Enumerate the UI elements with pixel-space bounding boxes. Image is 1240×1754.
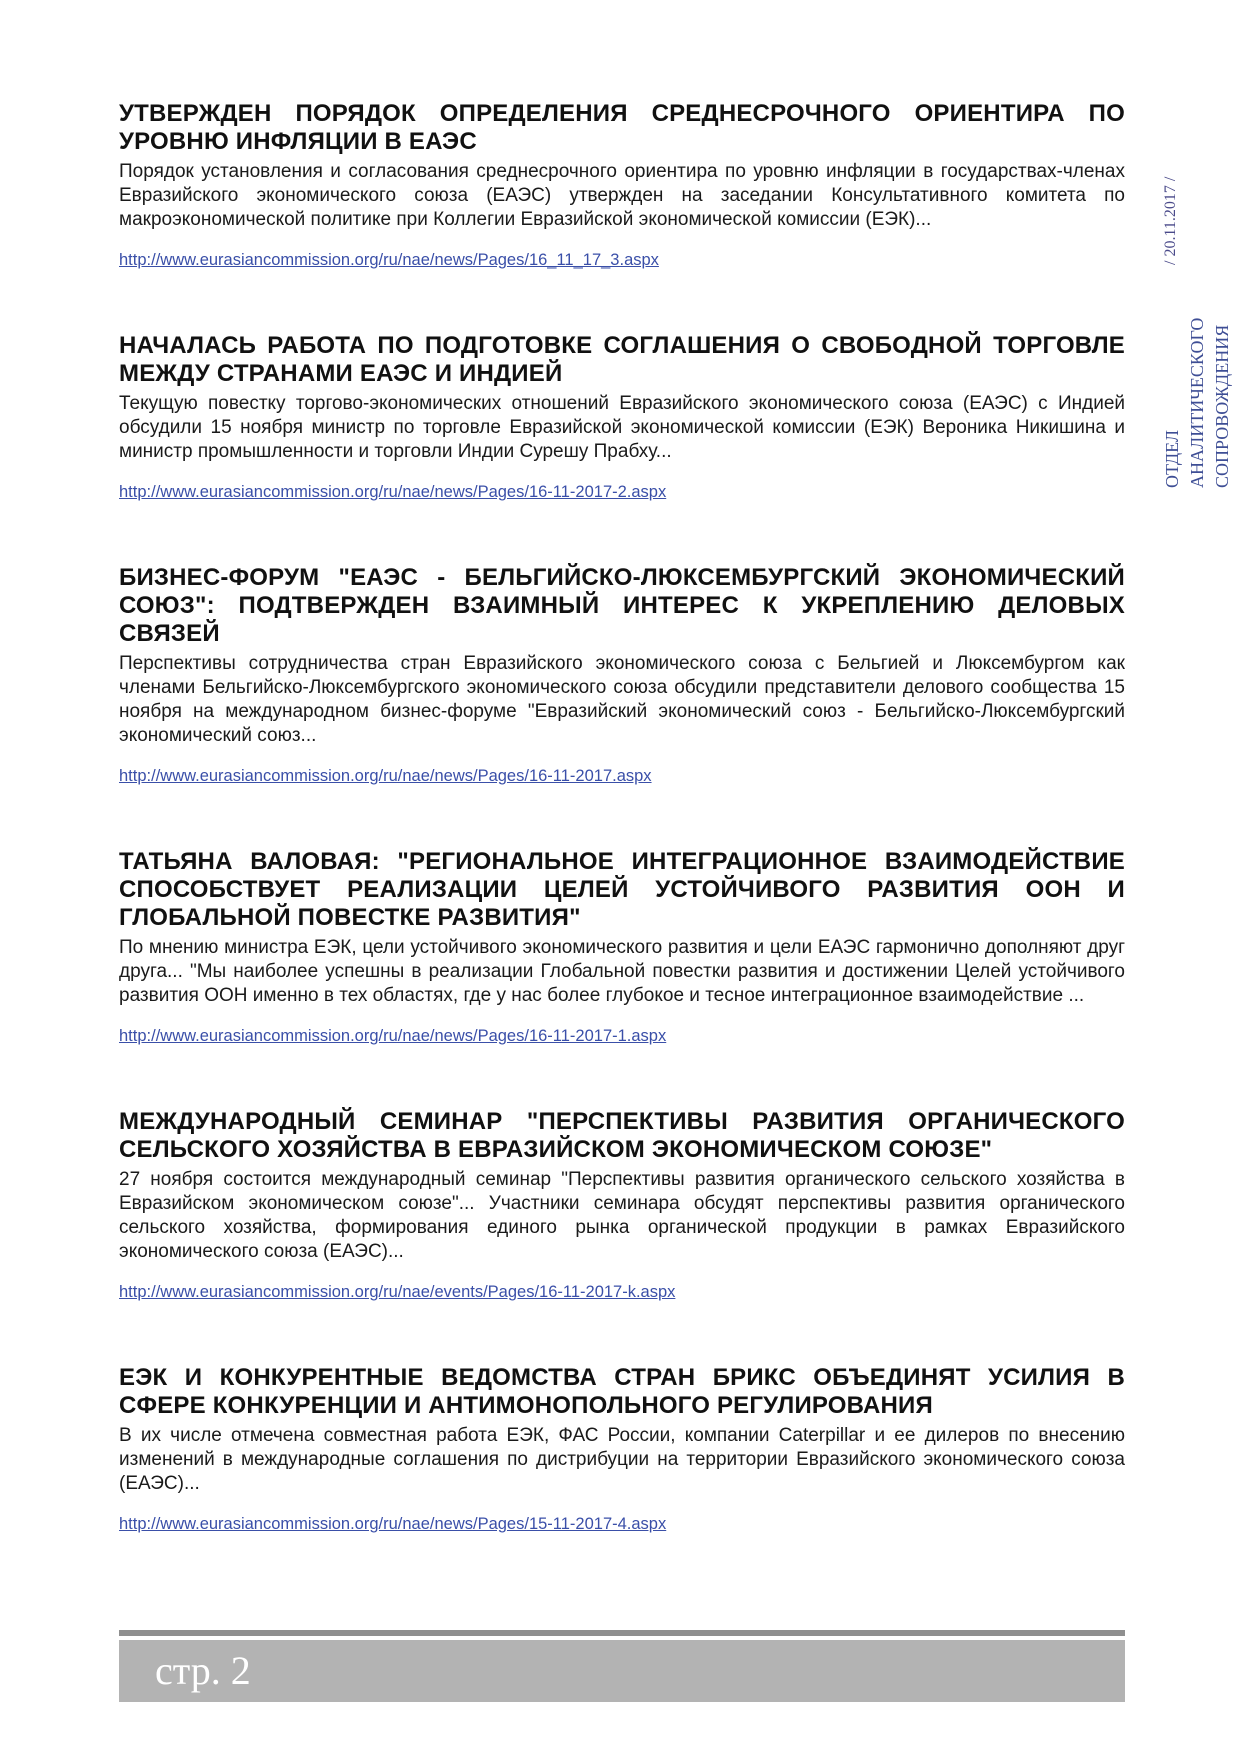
news-title: МЕЖДУНАРОДНЫЙ СЕМИНАР "ПЕРСПЕКТИВЫ РАЗВИТИЯ ОРГАНИЧЕСКОГО СЕЛЬСКОГО ХОЗЯЙСТВА В ЕВРАЗИЙСКОМ ЭКОНОМИЧЕСКОМ СОЮЗЕ"	[119, 1108, 1125, 1163]
news-summary: По мнению министра ЕЭК, цели устойчивого экономического развития и цели ЕАЭС гармонично дополняют друг друга... "Мы наиболее успешны в реализации Глобальной повестки развития и достижении Целей устойчивого развития ООН именно в тех областях, где у нас более глубокое и тесное интеграционное взаимодействие ...	[119, 937, 1125, 1006]
news-item	[119, 100, 1125, 270]
news-title: УТВЕРЖДЕН ПОРЯДОК ОПРЕДЕЛЕНИЯ СРЕДНЕСРОЧНОГО ОРИЕНТИРА ПО УРОВНЮ ИНФЛЯЦИИ В ЕАЭС	[119, 100, 1125, 155]
news-item	[119, 1364, 1125, 1534]
news-summary: Порядок установления и согласования среднесрочного ориентира по уровню инфляции в государствах-членах Евразийского экономического союза (ЕАЭС) утвержден на заседании Консультативного комитета по макроэкономической политике при Коллегии Евразийской экономической комиссии (ЕЭК)...	[119, 161, 1125, 230]
news-title: НАЧАЛАСЬ РАБОТА ПО ПОДГОТОВКЕ СОГЛАШЕНИЯ О СВОБОДНОЙ ТОРГОВЛЕ МЕЖДУ СТРАНАМИ ЕАЭС И ИНДИЕЙ	[119, 332, 1125, 387]
news-item	[119, 564, 1125, 786]
page-number: стр. 2	[155, 1648, 251, 1693]
news-item	[119, 1108, 1125, 1302]
footer-divider	[119, 1630, 1125, 1636]
news-link[interactable]: http://www.eurasiancommission.org/ru/nae/news/Pages/16_11_17_3.aspx	[119, 251, 659, 269]
news-title: ТАТЬЯНА ВАЛОВАЯ: "РЕГИОНАЛЬНОЕ ИНТЕГРАЦИОННОЕ ВЗАИМОДЕЙСТВИЕ СПОСОБСТВУЕТ РЕАЛИЗАЦИИ ЦЕЛЕЙ УСТОЙЧИВОГО РАЗВИТИЯ ООН И ГЛОБАЛЬНОЙ ПОВЕСТКЕ РАЗВИТИЯ"	[119, 848, 1125, 931]
news-summary: Перспективы сотрудничества стран Евразийского экономического союза с Бельгией и Люксембургом как членами Бельгийско-Люксембургского экономического союза обсудили представители делового сообщества 15 ноября на международном бизнес-форуме "Евразийский экономический союз - Бельгийско-Люксембургский экономический союз...	[119, 653, 1125, 746]
news-summary: В их числе отмечена совместная работа ЕЭК, ФАС России, компании Caterpillar и ее дилеров по внесению изменений в международные соглашения по дистрибуции на территории Евразийского экономического союза (ЕАЭС)...	[119, 1425, 1125, 1494]
page-footer	[119, 1640, 1125, 1702]
news-title: ЕЭК И КОНКУРЕНТНЫЕ ВЕДОМСТВА СТРАН БРИКС ОБЪЕДИНЯТ УСИЛИЯ В СФЕРЕ КОНКУРЕНЦИИ И АНТИМОНОПОЛЬНОГО РЕГУЛИРОВАНИЯ	[119, 1364, 1125, 1419]
news-link[interactable]: http://www.eurasiancommission.org/ru/nae/events/Pages/16-11-2017-k.aspx	[119, 1283, 676, 1301]
department-line-1: ОТДЕЛ	[1162, 429, 1182, 488]
news-link[interactable]: http://www.eurasiancommission.org/ru/nae/news/Pages/16-11-2017-2.aspx	[119, 483, 667, 501]
news-title: БИЗНЕС-ФОРУМ "ЕАЭС - БЕЛЬГИЙСКО-ЛЮКСЕМБУРГСКИЙ ЭКОНОМИЧЕСКИЙ СОЮЗ": ПОДТВЕРЖДЕН ВЗАИМНЫЙ ИНТЕРЕС К УКРЕПЛЕНИЮ ДЕЛОВЫХ СВЯЗЕЙ	[119, 564, 1125, 647]
news-link[interactable]: http://www.eurasiancommission.org/ru/nae/news/Pages/16-11-2017.aspx	[119, 767, 652, 785]
news-item	[119, 848, 1125, 1046]
department-line-2: АНАЛИТИЧЕСКОГО	[1187, 317, 1207, 488]
news-summary: 27 ноября состоится международный семинар "Перспективы развития органического сельского хозяйства в Евразийском экономическом союзе"... Участники семинара обсудят перспективы развития органического сельского хозяйства, формирования единого рынка органической продукции в рамках Евразийского экономического союза (ЕАЭС)...	[119, 1169, 1125, 1262]
news-link[interactable]: http://www.eurasiancommission.org/ru/nae/news/Pages/16-11-2017-1.aspx	[119, 1027, 667, 1045]
news-item	[119, 332, 1125, 502]
news-list	[119, 100, 1125, 1596]
department-label	[1160, 298, 1240, 488]
department-line-3: СОПРОВОЖДЕНИЯ	[1212, 324, 1232, 488]
news-link[interactable]: http://www.eurasiancommission.org/ru/nae/news/Pages/15-11-2017-4.aspx	[119, 1515, 667, 1533]
issue-date: / 20.11.2017 /	[1162, 176, 1179, 265]
news-summary: Текущую повестку торгово-экономических отношений Евразийского экономического союза (ЕАЭС) с Индией обсудили 15 ноября министр по торговле Евразийской экономической комиссии (ЕЭК) Вероника Никишина и министр промышленности и торговли Индии Сурешу Прабху...	[119, 393, 1125, 462]
